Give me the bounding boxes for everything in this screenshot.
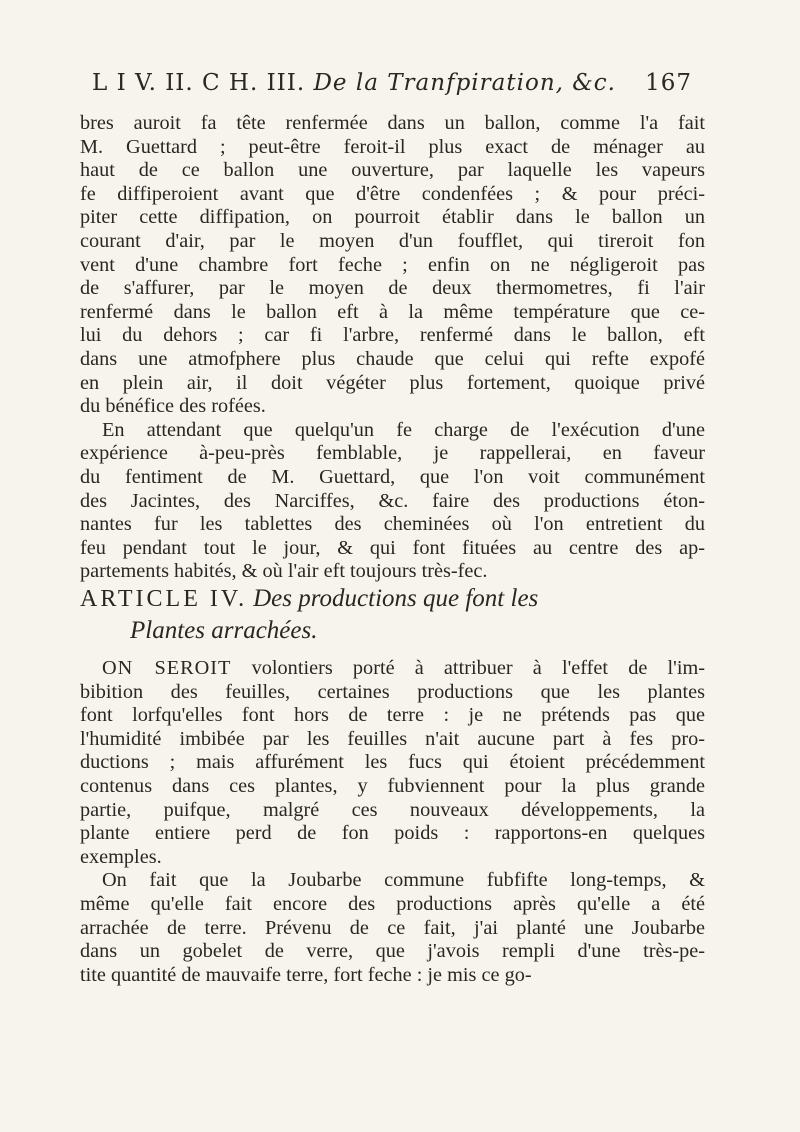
section-reference: L I V. II. C H. III. — [92, 70, 306, 96]
text-line: On fait que la Joubarbe commune fubfifte long-temps, & — [102, 869, 705, 892]
text-line: même qu'elle fait encore des productions après qu'elle a été — [80, 892, 705, 915]
text-block-upper — [80, 112, 705, 584]
paragraph — [80, 419, 705, 584]
text-line: plante entiere perd de fon poids : rapportons-en quelques — [80, 822, 705, 845]
running-header — [92, 70, 692, 110]
text-line: expérience à-peu-près femblable, je rappellerai, en faveur — [80, 442, 705, 465]
text-line: partie, puifque, malgré ces nouveaux développements, la — [80, 798, 705, 821]
paragraph — [80, 869, 705, 987]
text-line: arrachée de terre. Prévenu de ce fait, j'ai planté une Joubarbe — [80, 916, 705, 939]
text-line: haut de ce ballon une ouverture, par laquelle les vapeurs — [80, 159, 705, 182]
text-line: tite quantité de mauvaife terre, fort feche : je mis ce go- — [80, 963, 532, 986]
running-title: De la Tranfpiration, &c. — [313, 70, 616, 96]
text-line: du bénéfice des rofées. — [80, 395, 266, 418]
text-line: piter cette diffipation, on pourroit établir dans le ballon un — [80, 206, 705, 229]
text-line: bibition des feuilles, certaines productions que les plantes — [80, 680, 705, 703]
text-line: de s'affurer, par le moyen de deux thermometres, fi l'air — [80, 277, 705, 300]
text-line: courant d'air, par le moyen d'un foufflet, qui tireroit fon — [80, 229, 705, 252]
text-line: des Jacintes, des Narciffes, &c. faire des productions éton- — [80, 489, 705, 512]
article-heading-line1 — [80, 583, 705, 615]
text-line: bres auroit fa tête renfermée dans un ballon, comme l'a fait — [80, 112, 705, 134]
text-line: partements habités, & où l'air eft toujours très-fec. — [80, 560, 488, 583]
text-line: fe diffiperoient avant que d'être condenfées ; & pour préci- — [80, 182, 705, 205]
text-line: En attendant que quelqu'un fe charge de l'exécution d'une — [102, 418, 705, 441]
article-title-part1: Des productions que font les — [253, 585, 539, 612]
paragraph — [80, 112, 705, 419]
paragraph — [80, 657, 705, 869]
page-number: 167 — [645, 70, 692, 96]
text-line: nantes fur les tablettes des cheminées où l'on entretient du — [80, 513, 705, 536]
article-heading — [80, 583, 705, 646]
text-line: font lorfqu'elles font hors de terre : je ne prétends pas que — [80, 704, 705, 727]
article-title-part2: Plantes arrachées. — [130, 617, 318, 644]
text-line: du fentiment de M. Guettard, que l'on voit communément — [80, 465, 705, 488]
text-line: dans une atmofphere plus chaude que celui qui refte expofé — [80, 347, 705, 370]
text-line — [80, 657, 705, 681]
article-label: ARTICLE IV. — [80, 586, 248, 612]
text-line: renfermé dans le ballon eft à la même température que ce- — [80, 300, 705, 323]
text-line: dans un gobelet de verre, que j'avois rempli d'une très-pe- — [80, 940, 705, 963]
text-line: M. Guettard ; peut-être feroit-il plus exact de ménager au — [80, 135, 705, 158]
text-line-rest: volontiers porté à attribuer à l'effet de l'im- — [231, 657, 705, 679]
text-line: exemples. — [80, 845, 162, 868]
text-line: l'humidité imbibée par les feuilles n'ait aucune part à fes pro- — [80, 727, 705, 750]
text-line: contenus dans ces plantes, y fubviennent pour la plus grande — [80, 774, 705, 797]
text-line: en plein air, il doit végéter plus fortement, quoique privé — [80, 371, 705, 394]
text-line: vent d'une chambre fort feche ; enfin on ne négligeroit pas — [80, 253, 705, 276]
text-line: ductions ; mais affurément les fucs qui étoient précédemment — [80, 751, 705, 774]
text-block-lower — [80, 657, 705, 987]
text-line: feu pendant tout le jour, & qui font fituées au centre des ap- — [80, 536, 705, 559]
paragraph-lead: ON SEROIT — [102, 657, 232, 679]
text-line: lui du dehors ; car fi l'arbre, renfermé dans le ballon, eft — [80, 324, 705, 347]
